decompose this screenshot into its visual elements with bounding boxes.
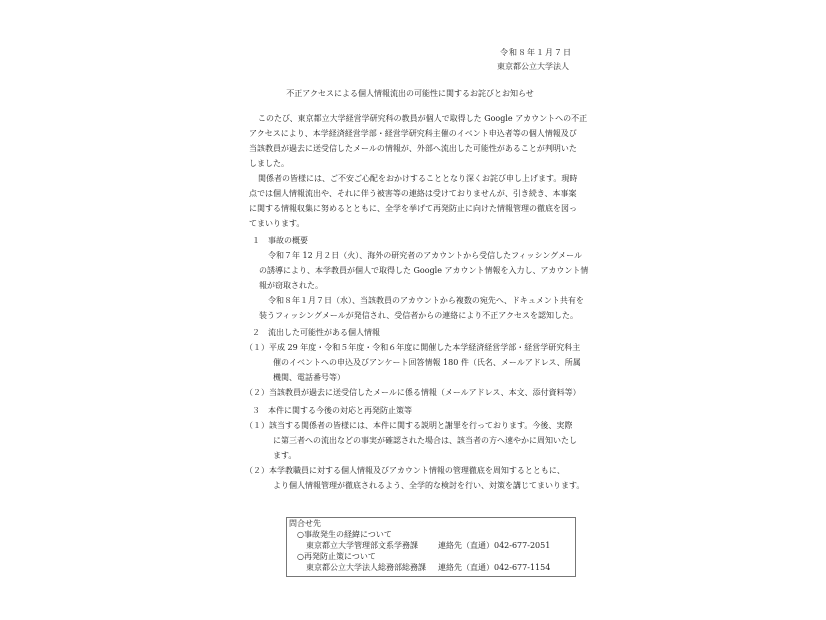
issuer-organization: 東京都公立大学法人 xyxy=(497,62,569,71)
section3-item2-line: （２）本学教職員に対する個人情報及びアカウント情報の管理徹底を周知するとともに、 xyxy=(245,466,565,475)
intro-p1-line: このたび、東京都立大学経営学研究科の教員が個人で取得した Google アカウントへの不正 xyxy=(258,114,588,123)
intro-p2-line: 関係者の皆様には、ご不安ご心配をおかけすることとなり深くお詫び申し上げます。現時 xyxy=(258,174,578,183)
contact-box xyxy=(286,517,576,577)
contact-heading: 問合せ先 xyxy=(289,519,321,528)
section2-item2: （２）当該教員が過去に送受信したメールに係る情報（メールアドレス、本文、添付資料等） xyxy=(245,388,581,397)
section1-line: の誘導により、本学教員が個人で取得した Google アカウント情報を入力し、アカウント情 xyxy=(259,266,589,275)
section1-line: 令和８年１月７日（水）、当該教員のアカウントから複数の宛先へ、ドキュメント共有を xyxy=(268,296,584,305)
section3-heading: ３ 本件に関する今後の対応と再発防止策等 xyxy=(252,406,412,415)
section2-heading: ２ 流出した可能性がある個人情報 xyxy=(252,328,380,337)
issue-date: 令和８年１月７日 xyxy=(500,48,572,57)
section3-item1-line: ます。 xyxy=(273,451,297,460)
document-title: 不正アクセスによる個人情報流出の可能性に関するお詫びとお知らせ xyxy=(286,89,534,98)
intro-p1-line: アクセスにより、本学経済経営学部・経営学研究科主催のイベント申込者等の個人情報及び xyxy=(249,129,577,138)
intro-p2-line: てまいります。 xyxy=(249,219,305,228)
section1-line: 報が窃取された。 xyxy=(259,281,323,290)
contact-topic-prevention: ○再発防止策について xyxy=(297,552,376,561)
contact-phone-prevention: 連絡先（直通）042-677-1154 xyxy=(438,563,551,572)
intro-p1-line: 当該教員が過去に送受信したメールの情報が、外部へ流出した可能性があることが判明いた xyxy=(249,144,577,153)
section2-item1-line: （１）平成 29 年度・令和５年度・令和６年度に開催した本学経済経営学部・経営学研究科主 xyxy=(245,343,581,352)
section3-item1-line: （１）該当する関係者の皆様には、本件に関する説明と謝罪を行っております。今後、実際 xyxy=(245,421,573,430)
section1-heading: １ 事故の概要 xyxy=(252,236,308,245)
intro-p1-line: しました。 xyxy=(249,159,289,168)
contact-dept-prevention: 東京都公立大学法人総務部総務課 xyxy=(306,563,426,572)
section1-line: 令和７年 12 月２日（火）、海外の研究者のアカウントから受信したフィッシングメール xyxy=(268,251,582,260)
section2-item1-line: 機関、電話番号等） xyxy=(273,373,345,382)
section3-item2-line: より個人情報管理が徹底されるよう、全学的な検討を行い、対策を講じてまいります。 xyxy=(273,481,585,490)
contact-dept-incident: 東京都立大学管理部文系学務課 xyxy=(306,541,418,550)
section2-item1-line: 催のイベントへの申込及びアンケート回答情報 180 件（氏名、メールアドレス、所属 xyxy=(273,358,581,367)
intro-p2-line: 点では個人情報流出や、それに伴う被害等の連絡は受けておりませんが、引き続き、本事案 xyxy=(249,189,577,198)
contact-phone-incident: 連絡先（直通）042-677-2051 xyxy=(438,541,551,550)
section3-item1-line: に第三者への流出などの事実が確認された場合は、該当者の方へ速やかに周知いたし xyxy=(273,436,577,445)
intro-p2-line: に関する情報収集に努めるとともに、全学を挙げて再発防止に向けた情報管理の徹底を図っ xyxy=(249,204,577,213)
section1-line: 装うフィッシングメールが発信され、受信者からの連絡により不正アクセスを認知した。 xyxy=(259,311,578,320)
contact-topic-incident: ○事故発生の経緯について xyxy=(297,530,392,539)
